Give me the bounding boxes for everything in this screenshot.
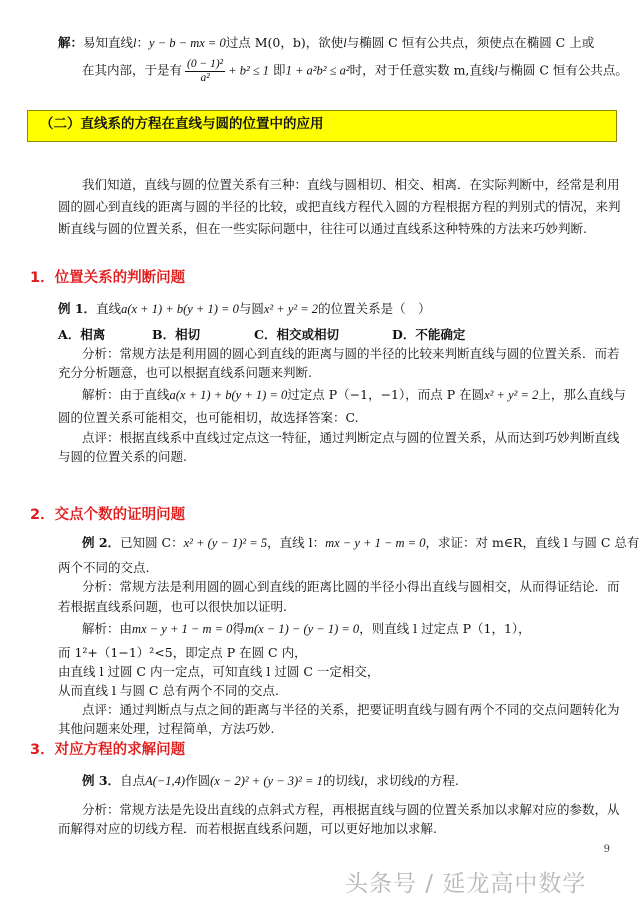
problem1-option-d: D．不能确定 [392,327,466,342]
problem3-heading: 3．对应方程的求解问题 [30,742,186,758]
inequality: 1 + a²b² ≤ a² [285,63,350,78]
watermark: 头条号 / 延龙高中数学 [345,871,587,897]
solution-intro-line1: 解：易知直线l：y − b − mx = 0过点 M(0，b)，欲使l与椭圆 C 恒有公共点，须使点在椭圆 C 上或 [58,35,595,50]
problem1-comment-line: 点评：根据直线系中直线过定点这一特征，通过判断定点与圆的位置关系，从而达到巧妙判断直线 [82,430,620,445]
problem3-example: 例 3．自点A(−1,4)作圆(x − 2)² + (y − 3)² = 1的切线l，求切线l的方程. [82,773,459,788]
solution-label: 解： [58,35,84,50]
problem2-analysis-line: 若根据直线系问题，也可以很快加以证明. [58,599,287,614]
problem2-solution: 解析：由mx − y + 1 − m = 0得m(x − 1) − (y − 1) = 0，则直线 l 过定点 P（1，1）， [82,621,531,636]
section-heading: （二）直线系的方程在直线与圆的位置中的应用 [40,116,324,132]
problem2-step: 由直线 l 过圆 C 内一定点，可知直线 l 过圆 C 一定相交， [58,664,380,679]
problem1-analysis-line: 充分分析题意，也可以根据直线系问题来判断. [58,365,312,380]
problem3-analysis-line: 分析：常规方法是先设出直线的点斜式方程，再根据直线与圆的位置关系加以求解对应的参数，从 [82,802,620,817]
problem1-analysis-line: 分析：常规方法是利用圆的圆心到直线的距离与圆的半径的比较来判断直线与圆的位置关系．而若 [82,346,620,361]
problem2-example: 例 2．已知圆 C：x² + (y − 1)² = 5，直线 l：mx − y + 1 − m = 0，求证：对 m∈R，直线 l 与圆 C 总有 [82,535,640,550]
intro-paragraph-line: 我们知道，直线与圆的位置关系有三种：直线与圆相切、相交、相离．在实际判断中，经常是利用 [82,177,620,192]
problem2-heading: 2．交点个数的证明问题 [30,507,186,523]
problem1-solution: 解析：由于直线a(x + 1) + b(y + 1) = 0过定点 P（−1，−1），而点 P 在圆x² + y² = 2上，那么直线与 [82,387,626,402]
problem1-option-b: B．相切 [152,327,201,342]
problem2-example-line2: 两个不同的交点. [58,560,150,575]
intro-paragraph-line: 圆的圆心到直线的距离与圆的半径的比较，或把直线方程代入圆的方程根据方程的判别式的情况，来判 [58,199,621,214]
problem2-comment-line: 点评：通过判断点与点之间的距离与半径的关系，把要证明直线与圆有两个不同的交点问题转化为 [82,702,620,717]
problem1-heading: 1．位置关系的判断问题 [30,270,186,286]
fraction: $\frac{\text{(0 − 1)²}}{\text{a²}}$ [187,58,224,84]
problem2-step: 而 1²+（1−1）²<5，即定点 P 在圆 C 内， [58,645,307,660]
problem3-analysis-line: 而解得对应的切线方程．而若根据直线系问题，可以更好地加以求解. [58,821,437,836]
problem1-option-c: C．相交或相切 [254,327,339,342]
problem1-solution-line2: 圆的位置关系可能相交，也可能相切，故选择答案：C. [58,410,359,425]
problem1-comment-line: 与圆的位置关系的问题. [58,449,187,464]
problem1-option-a: A．相离 [58,327,106,342]
page-number: 9 [603,844,610,855]
problem2-step: 从而直线 l 与圆 C 总有两个不同的交点. [58,683,279,698]
problem1-example: 例 1．直线a(x + 1) + b(y + 1) = 0与圆x² + y² = 2的位置关系是（ ） [58,301,431,316]
line-equation: y − b − mx = 0 [149,36,226,50]
problem2-comment-line: 其他问题来处理，过程简单，方法巧妙. [58,721,275,736]
intro-paragraph-line: 断直线与圆的位置关系，但在一些实际问题中，往往可以通过直线系这种特殊的方法来巧妙判断. [58,221,587,236]
solution-intro-line2: 在其内部，于是有 $\frac{\text{(0 − 1)²}}{\text{a²}}$ + b² ≤ 1 即1 + a²b² ≤ a²时，对于任意实数 m,直线l与椭圆 C 恒有公共点。 [82,58,628,84]
problem2-analysis-line: 分析：常规方法是利用圆的圆心到直线的距离比圆的半径小得出直线与圆相交，从而得证结论．而 [82,579,620,594]
